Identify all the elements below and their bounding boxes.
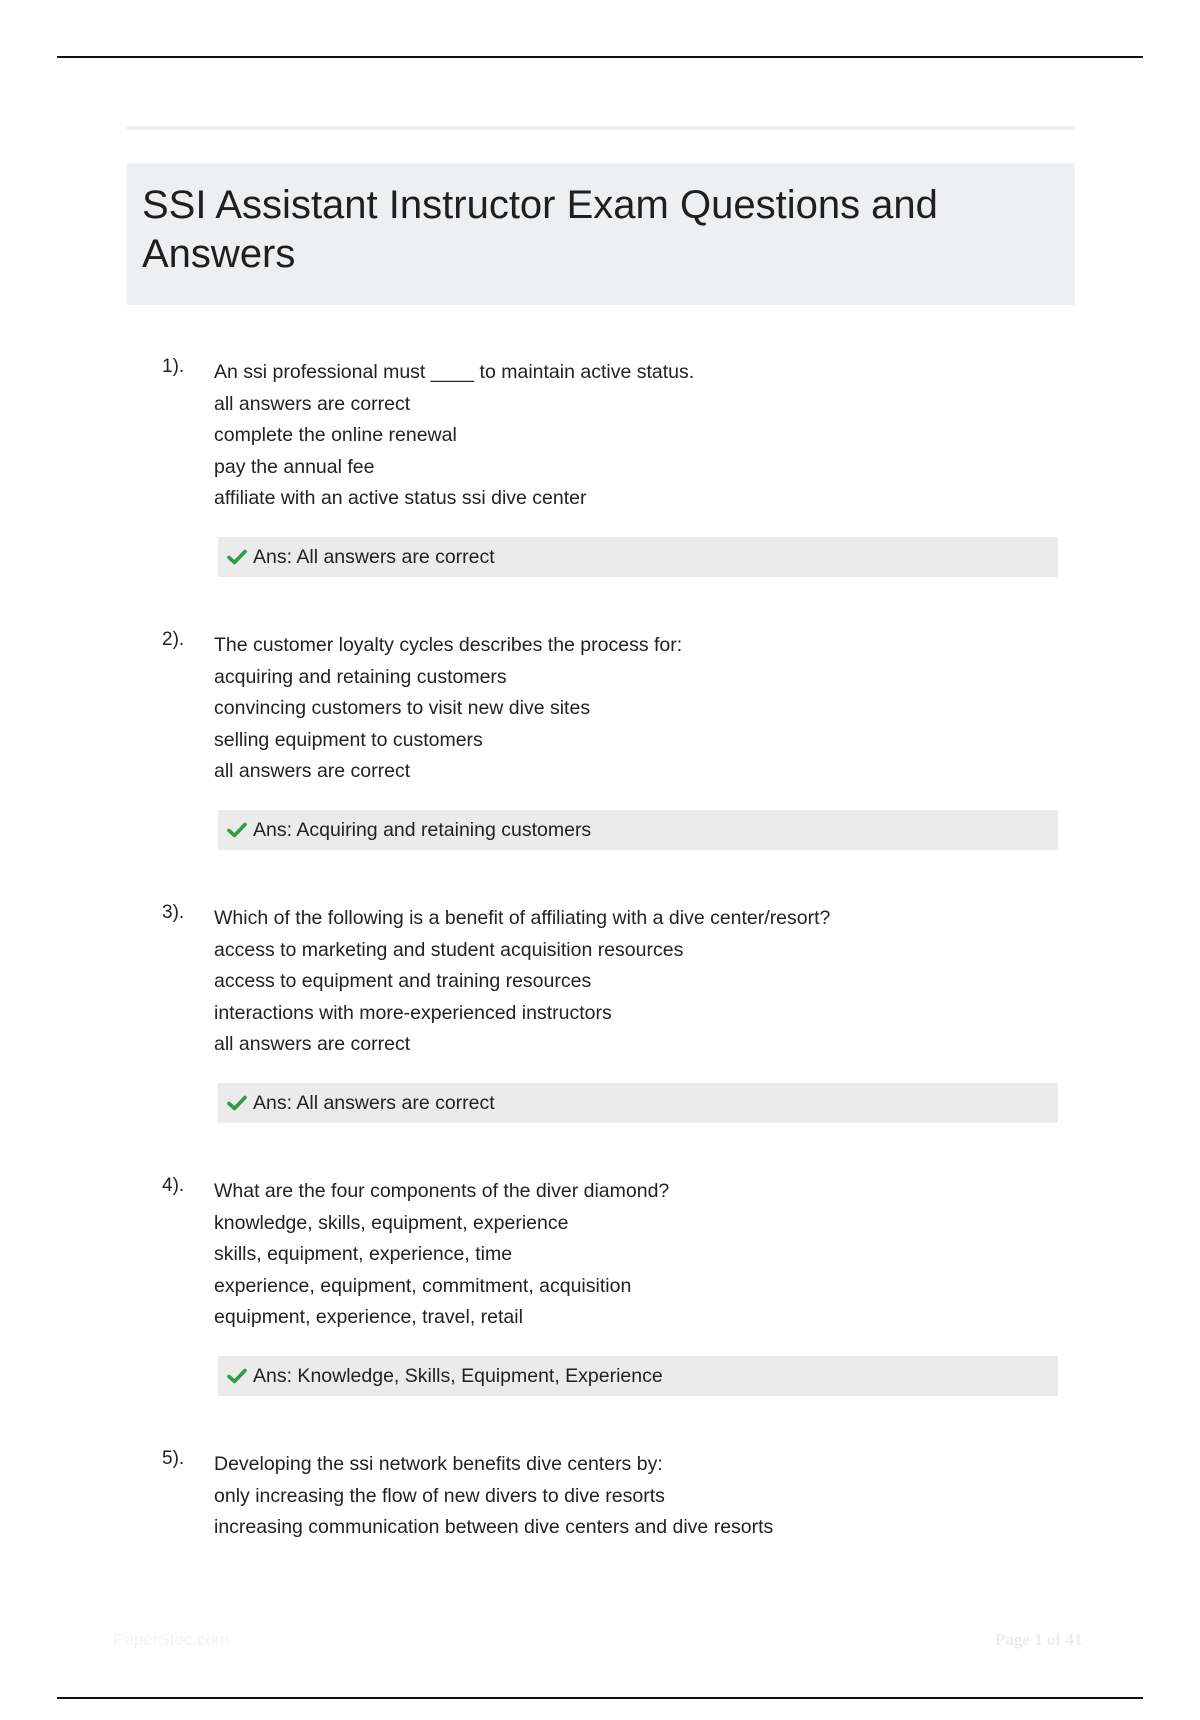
answer-option: access to marketing and student acquisition resources [214,938,684,961]
answer-option: only increasing the flow of new divers to dive resorts [214,1484,665,1507]
question-number: 2). [162,629,185,650]
question-text: What are the four components of the diver diamond? [214,1180,670,1202]
question-number: 5). [162,1448,185,1469]
title-banner [127,163,1075,305]
answer-text: Ans: Acquiring and retaining customers [253,818,592,841]
page-title: SSI Assistant Instructor Exam Questions and Answers [142,183,938,276]
answer-option: access to equipment and training resources [214,970,592,993]
question-body [214,1176,1074,1334]
answer-box [218,537,1058,577]
answer-option: increasing communication between dive centers and dive resorts [214,1516,774,1539]
top-rule [57,56,1143,58]
check-icon [227,1368,247,1384]
answer-option: acquiring and retaining customers [214,665,507,688]
answer-option: affiliate with an active status ssi dive center [214,487,587,510]
answer-option: knowledge, skills, equipment, experience [214,1211,569,1234]
question-1 [0,355,1200,628]
question-number: 1). [162,356,185,377]
answer-option: interactions with more-experienced instructors [214,1001,612,1024]
question-number: 4). [162,1175,185,1196]
answer-option: pay the annual fee [214,455,375,478]
answer-text: Ans: All answers are correct [253,1091,495,1114]
page-number: Page 1 of 41 [995,1630,1083,1649]
question-list [0,355,1200,1720]
check-icon [227,549,247,565]
question-body [214,630,1074,788]
answer-option: all answers are correct [214,392,411,415]
answer-option: complete the online renewal [214,424,457,447]
bottom-rule [57,1697,1143,1699]
header-divider [127,126,1075,130]
answer-box [218,1356,1058,1396]
answer-box [218,810,1058,850]
answer-option: convincing customers to visit new dive sites [214,697,591,720]
question-body [214,903,1074,1061]
answer-box [218,1083,1058,1123]
answer-option: selling equipment to customers [214,728,483,751]
question-body [214,357,1074,515]
answer-option: all answers are correct [214,1033,411,1056]
question-4 [0,1174,1200,1447]
question-text: Which of the following is a benefit of affiliating with a dive center/resort? [214,907,831,929]
question-body [214,1449,1074,1544]
answer-option: experience, equipment, commitment, acquisition [214,1274,632,1297]
question-text: Developing the ssi network benefits dive centers by: [214,1453,663,1475]
footer-watermark: PaperStoc.com [113,1630,230,1649]
question-3 [0,901,1200,1174]
question-number: 3). [162,902,185,923]
answer-option: skills, equipment, experience, time [214,1243,513,1266]
answer-option: equipment, experience, travel, retail [214,1306,523,1329]
answer-option: all answers are correct [214,760,411,783]
check-icon [227,822,247,838]
question-text: An ssi professional must ____ to maintain active status. [214,361,695,383]
question-text: The customer loyalty cycles describes the process for: [214,634,683,656]
question-2 [0,628,1200,901]
answer-text: Ans: Knowledge, Skills, Equipment, Experience [253,1364,663,1387]
question-5 [0,1447,1200,1720]
answer-text: Ans: All answers are correct [253,545,495,568]
check-icon [227,1095,247,1111]
